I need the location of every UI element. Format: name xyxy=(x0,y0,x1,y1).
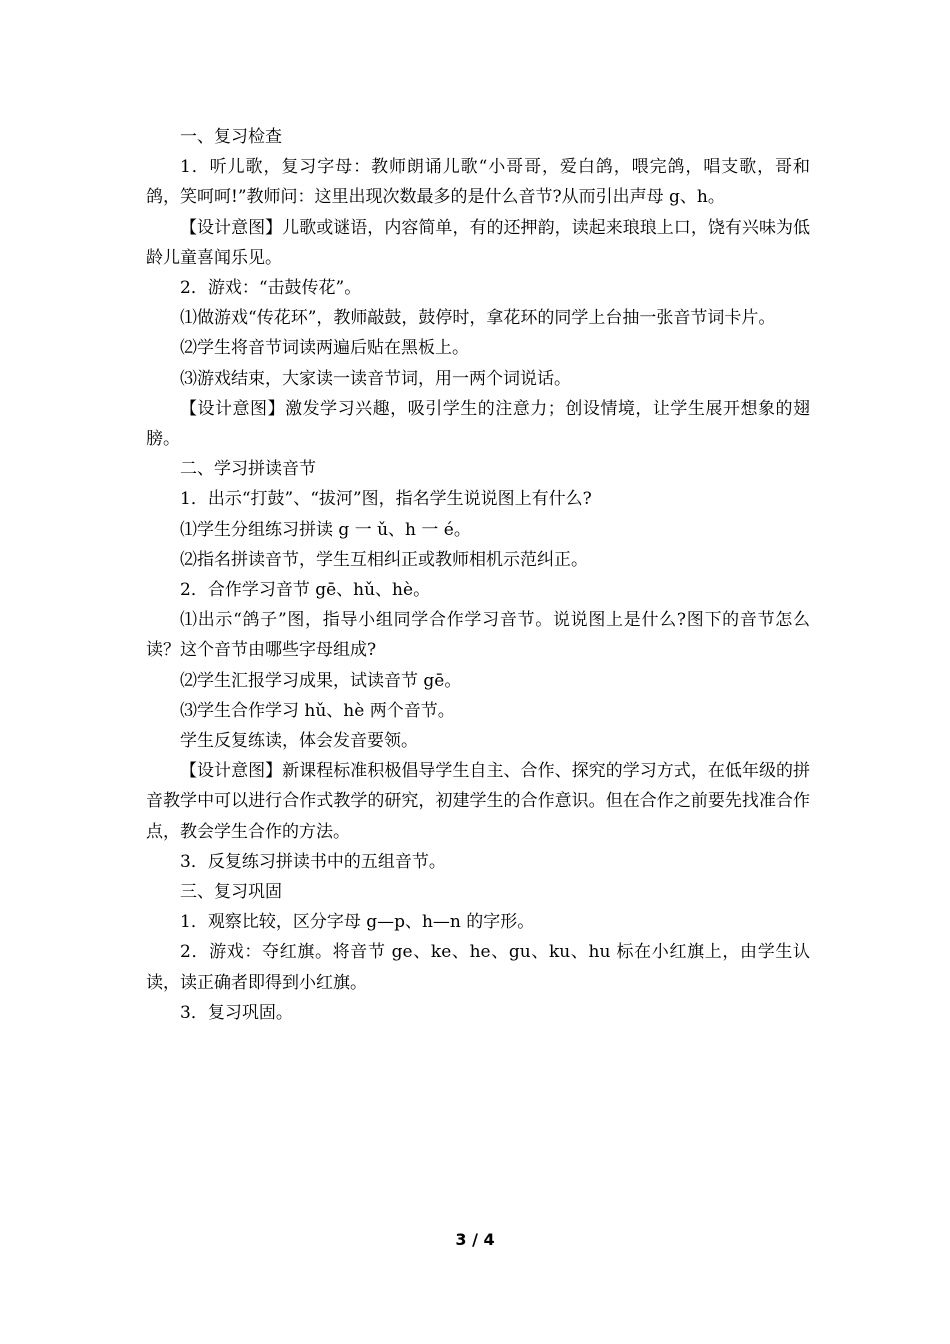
paragraph: 2．游戏：夺红旗。将音节 ge、ke、he、gu、ku、hu 标在小红旗上，由学生认读，读正确者即得到小红旗。 xyxy=(146,942,810,993)
paragraph: 1．听儿歌，复习字母：教师朗诵儿歌“小哥哥，爱白鸽，喂完鸽，唱支歌，哥和鸽，笑呵呵!”教师问：这里出现次数最多的是什么音节?从而引出声母 g、h。 xyxy=(146,157,810,208)
paragraph: 3．反复练习拼读书中的五组音节。 xyxy=(180,851,446,872)
section-heading-consolidate: 三、复习巩固 xyxy=(180,882,282,903)
paragraph: 3．复习巩固。 xyxy=(180,1002,293,1023)
page-number: 3 / 4 xyxy=(455,1230,495,1249)
paragraph: 1．出示“打鼓”、“拔河”图，指名学生说说图上有什么? xyxy=(180,489,592,510)
design-intent-paragraph: 【设计意图】儿歌或谜语，内容简单，有的还押韵，读起来琅琅上口，饶有兴味为低龄儿童喜闻乐见。 xyxy=(146,217,810,268)
paragraph: ⑶学生合作学习 hǔ、hè 两个音节。 xyxy=(180,700,455,721)
paragraph: ⑴出示“鸽子”图，指导小组同学合作学习音节。说说图上是什么?图下的音节怎么读？这个音节由哪些字母组成? xyxy=(146,610,810,661)
paragraph: ⑵学生汇报学习成果，试读音节 gē。 xyxy=(180,670,462,691)
paragraph: 2．合作学习音节 gē、hǔ、hè。 xyxy=(180,580,431,601)
section-heading-learn-syllables: 二、学习拼读音节 xyxy=(180,459,316,480)
paragraph: ⑶游戏结束，大家读一读音节词，用一两个词说话。 xyxy=(180,368,571,389)
paragraph: 学生反复练读，体会发音要领。 xyxy=(180,731,418,752)
document-body xyxy=(146,122,810,1028)
design-intent-paragraph: 【设计意图】新课程标准积极倡导学生自主、合作、探究的学习方式，在低年级的拼音教学中可以进行合作式教学的研究，初建学生的合作意识。但在合作之前要先找准合作点，教会学生合作的方法。 xyxy=(146,761,810,842)
paragraph: ⑴学生分组练习拼读 g 一 ǔ、h 一 é。 xyxy=(180,519,471,540)
design-intent-paragraph: 【设计意图】激发学习兴趣，吸引学生的注意力；创设情境，让学生展开想象的翅膀。 xyxy=(146,398,810,450)
section-heading-review: 一、复习检查 xyxy=(180,127,282,147)
paragraph: 1．观察比较，区分字母 g—p、h—n 的字形。 xyxy=(180,912,535,933)
paragraph: ⑴做游戏“传花环”，教师敲鼓，鼓停时，拿花环的同学上台抽一张音节词卡片。 xyxy=(180,308,776,329)
paragraph: ⑵指名拼读音节，学生互相纠正或教师相机示范纠正。 xyxy=(180,549,588,570)
paragraph: 2．游戏：“击鼓传花”。 xyxy=(180,278,362,299)
paragraph: ⑵学生将音节词读两遍后贴在黑板上。 xyxy=(180,338,469,359)
